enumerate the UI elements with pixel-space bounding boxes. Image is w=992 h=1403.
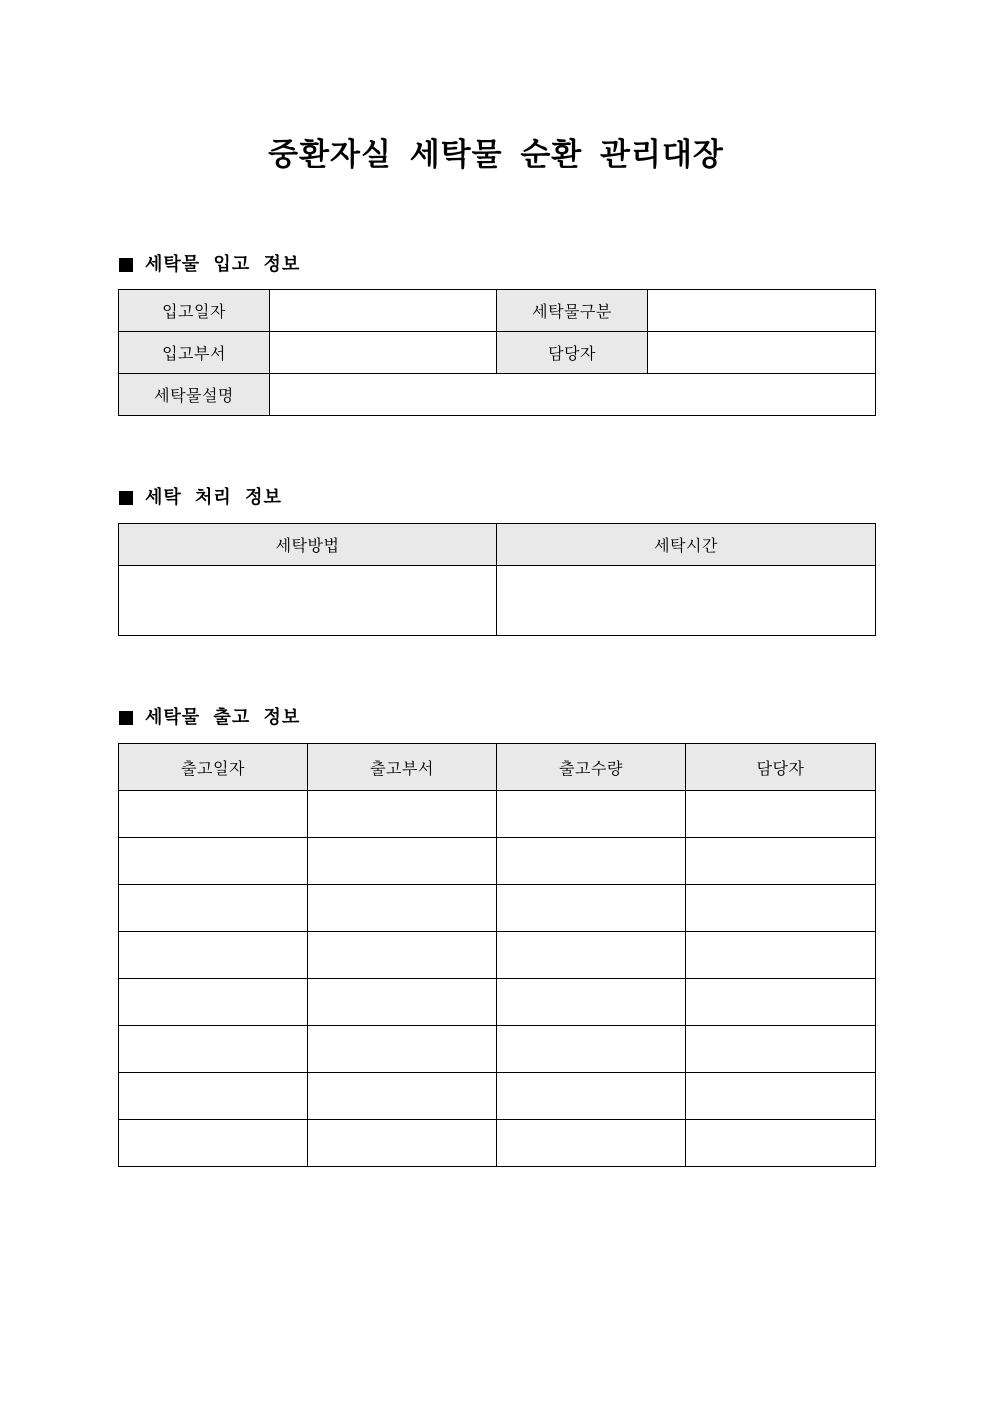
table-row (119, 932, 876, 979)
square-bullet-icon (119, 258, 133, 272)
cell-release-manager[interactable] (686, 979, 876, 1026)
cell-release-quantity[interactable] (497, 885, 686, 932)
cell-release-manager[interactable] (686, 1120, 876, 1167)
process-info-table (118, 523, 876, 636)
cell-release-department[interactable] (308, 979, 497, 1026)
label-laundry-category: 세탁물구분 (497, 290, 648, 332)
cell-release-manager[interactable] (686, 791, 876, 838)
column-header-wash-method: 세탁방법 (119, 524, 497, 566)
cell-release-quantity[interactable] (497, 1026, 686, 1073)
cell-release-date[interactable] (119, 932, 308, 979)
cell-release-department[interactable] (308, 885, 497, 932)
cell-release-quantity[interactable] (497, 1073, 686, 1120)
field-wash-method[interactable] (119, 566, 497, 636)
cell-release-department[interactable] (308, 791, 497, 838)
label-laundry-description: 세탁물설명 (119, 374, 270, 416)
field-intake-manager[interactable] (648, 332, 876, 374)
column-header-wash-time: 세탁시간 (497, 524, 876, 566)
table-row (119, 885, 876, 932)
cell-release-date[interactable] (119, 1073, 308, 1120)
cell-release-date[interactable] (119, 791, 308, 838)
cell-release-manager[interactable] (686, 1026, 876, 1073)
cell-release-manager[interactable] (686, 885, 876, 932)
page-title: 중환자실 세탁물 순환 관리대장 (268, 137, 724, 173)
cell-release-date[interactable] (119, 1120, 308, 1167)
column-header-release-department: 출고부서 (308, 744, 497, 791)
intake-info-table (118, 289, 876, 416)
table-row (119, 1026, 876, 1073)
cell-release-quantity[interactable] (497, 932, 686, 979)
cell-release-date[interactable] (119, 885, 308, 932)
column-header-release-quantity: 출고수량 (497, 744, 686, 791)
table-row (119, 791, 876, 838)
section-heading-process (119, 486, 282, 510)
cell-release-department[interactable] (308, 1026, 497, 1073)
cell-release-date[interactable] (119, 979, 308, 1026)
section-heading-text: 세탁물 입고 정보 (145, 254, 301, 275)
section-heading-text: 세탁물 출고 정보 (145, 707, 301, 728)
cell-release-department[interactable] (308, 838, 497, 885)
section-heading-release (119, 706, 300, 730)
cell-release-date[interactable] (119, 1026, 308, 1073)
cell-release-manager[interactable] (686, 838, 876, 885)
field-intake-date[interactable] (270, 290, 497, 332)
section-heading-text: 세탁 처리 정보 (145, 487, 282, 508)
square-bullet-icon (119, 711, 133, 725)
table-row (119, 1120, 876, 1167)
cell-release-quantity[interactable] (497, 838, 686, 885)
cell-release-quantity[interactable] (497, 791, 686, 838)
label-intake-date: 입고일자 (119, 290, 270, 332)
field-intake-department[interactable] (270, 332, 497, 374)
cell-release-quantity[interactable] (497, 1120, 686, 1167)
cell-release-date[interactable] (119, 838, 308, 885)
cell-release-department[interactable] (308, 1073, 497, 1120)
column-header-release-date: 출고일자 (119, 744, 308, 791)
field-laundry-description[interactable] (270, 374, 876, 416)
table-row (119, 838, 876, 885)
cell-release-manager[interactable] (686, 932, 876, 979)
cell-release-department[interactable] (308, 1120, 497, 1167)
table-row (119, 1073, 876, 1120)
label-intake-manager: 담당자 (497, 332, 648, 374)
column-header-release-manager: 담당자 (686, 744, 876, 791)
cell-release-manager[interactable] (686, 1073, 876, 1120)
label-intake-department: 입고부서 (119, 332, 270, 374)
section-heading-intake (119, 253, 300, 277)
cell-release-quantity[interactable] (497, 979, 686, 1026)
field-wash-time[interactable] (497, 566, 876, 636)
square-bullet-icon (119, 491, 133, 505)
table-row (119, 979, 876, 1026)
release-info-table (118, 743, 876, 1167)
cell-release-department[interactable] (308, 932, 497, 979)
field-laundry-category[interactable] (648, 290, 876, 332)
